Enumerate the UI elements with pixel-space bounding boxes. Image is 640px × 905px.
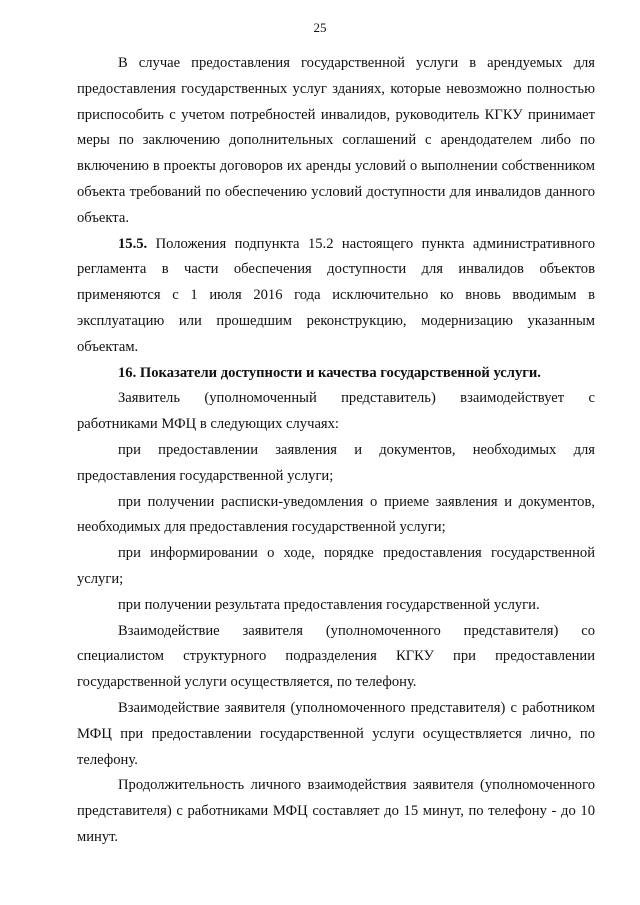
paragraph-mfc-interaction — [77, 696, 595, 773]
list-item-submission — [77, 438, 595, 490]
paragraph-text: при предоставлении заявления и документов, необходимых для предоставления государственной услуги; — [77, 441, 595, 484]
paragraph-text: при информировании о ходе, порядке предоставления государственной услуги; — [77, 545, 595, 587]
clause-number: 15.5. — [118, 235, 148, 252]
page-number: 25 — [313, 20, 327, 35]
paragraph-15-5 — [77, 232, 595, 361]
paragraph-text: Заявитель (уполномоченный представитель) взаимодействует с работниками МФЦ в следующих случаях: — [77, 390, 595, 433]
paragraph-kgku-interaction — [77, 619, 595, 696]
paragraph-text: Продолжительность личного взаимодействия заявителя (уполномоченного представителя) с работниками МФЦ составляет до 15 минут, по телефону - до 10 минут. — [77, 777, 595, 845]
paragraph-text: В случае предоставления государственной услуги в арендуемых для предоставления государственных услуг зданиях, которые невозможно полностью приспособить с учетом потребностей инвалидов, руководитель КГКУ принимает меры по заключению дополнительных соглашений с арендодателем либо по включению в проекты договоров их аренды условий о выполнении собственником объекта требований по обеспечению условий доступности для инвалидов данного объекта. — [77, 55, 595, 226]
paragraph-text: при получении результата предоставления государственной услуги. — [118, 596, 540, 613]
paragraph-text: Положения подпункта 15.2 настоящего пункта административного регламента в части обеспечения доступности для инвалидов объектов применяются с 1 июля 2016 года исключительно ко вновь вводимым в эксплуатацию или прошедшим реконструкцию, модернизацию указанным объектам. — [77, 235, 595, 355]
paragraph-text: Взаимодействие заявителя (уполномоченного представителя) с работником МФЦ при предоставлении государственной услуги осуществляется лично, по телефону. — [77, 699, 595, 768]
paragraph-lease-buildings — [77, 51, 595, 232]
paragraph-duration — [77, 773, 595, 850]
list-item-receipt — [77, 490, 595, 542]
section-heading-16: 16. Показатели доступности и качества государственной услуги. — [118, 364, 541, 381]
paragraph-mfc-cases — [77, 386, 595, 438]
paragraph-text: при получении расписки-уведомления о приеме заявления и документов, необходимых для предоставления государственной услуги; — [77, 493, 595, 536]
page-content — [77, 51, 595, 851]
list-item-informing — [77, 541, 595, 593]
list-item-result — [77, 593, 595, 619]
paragraph-text: Взаимодействие заявителя (уполномоченного представителя) со специалистом структурного подразделения КГКУ при предоставлении государственной услуги осуществляется, по телефону. — [77, 622, 595, 691]
